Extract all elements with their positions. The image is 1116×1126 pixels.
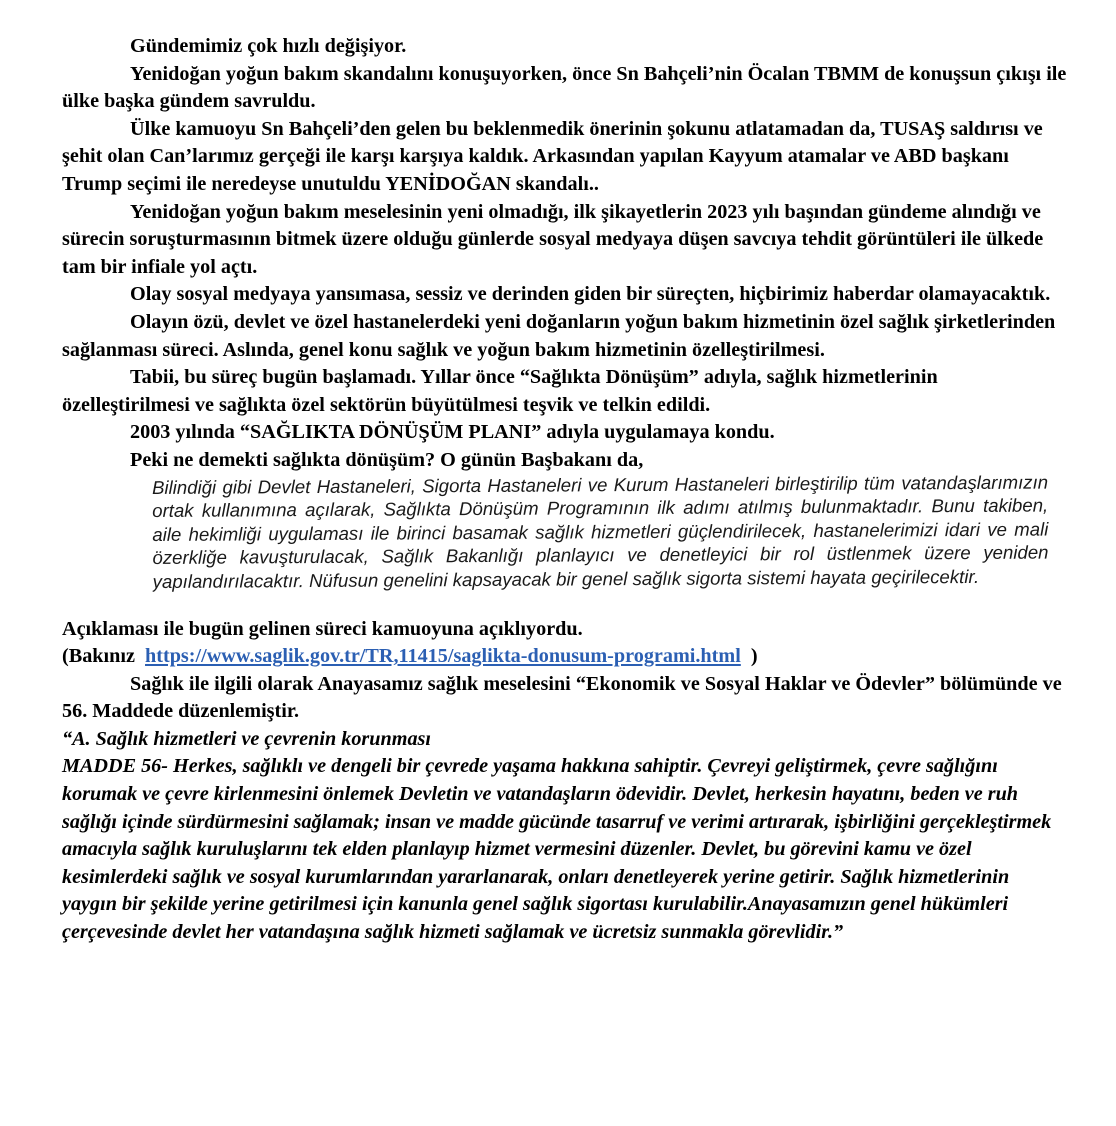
reference-link[interactable]: https://www.saglik.gov.tr/TR,11415/saglikta-donusum-programi.html: [145, 645, 741, 668]
paragraph-intensive-care: Yenidoğan yoğun bakım meselesinin yeni olmadığı, ilk şikayetlerin 2023 yılı başından gündeme alındığı ve sürecin soruşturmasının bitmek üzere olduğu günlerde sosyal medyaya düşen savcıya tehdit görüntüleri ile ülkede tam bir infiale yol açtı.: [62, 200, 1044, 278]
law-heading: “A. Sağlık hizmetleri ve çevrenin korunması: [62, 727, 432, 750]
paragraph-2003-plan: 2003 yılında “SAĞLIKTA DÖNÜŞÜM PLANI” adıyla uygulamaya kondu.: [130, 421, 775, 444]
paragraph-social-media: Olay sosyal medyaya yansımasa, sessiz ve derinden giden bir süreçten, hiçbirimiz haberdar olamayacaktık.: [130, 283, 1051, 306]
paragraph-prime-minister: Peki ne demekti sağlıkta dönüşüm? O günün Başbakanı da,: [130, 448, 644, 471]
reference-suffix: ): [750, 645, 758, 668]
reference-prefix: (Bakınız: [62, 645, 135, 668]
paragraph-public-shock: Ülke kamuoyu Sn Bahçeli’den gelen bu beklenmedik önerinin şokunu atlatamadan da, TUSAŞ saldırısı ve şehit olan Can’larımız gerçeği ile karşı karşıya kaldık. Arkasından yapılan Kayyum atamalar ve ABD başkanı Trump seçimi ile neredeyse unutuldu YENİDOĞAN skandalı..: [62, 117, 1043, 195]
paragraph-agenda: Gündemimiz çok hızlı değişiyor.: [130, 35, 407, 57]
paragraph-transformation: Tabii, bu süreç bugün başlamadı. Yıllar önce “Sağlıkta Dönüşüm” adıyla, sağlık hizmetlerinin özelleştirilmesi ve sağlıkta özel sektörün büyütülmesi teşvik ve telkin edildi.: [62, 366, 938, 416]
law-article-56: MADDE 56- Herkes, sağlıklı ve dengeli bir çevrede yaşama hakkına sahiptir. Çevreyi geliştirmek, çevre sağlığını korumak ve çevre kirlenmesini önlemek Devletin ve vatandaşların ödevidir. Devlet, herkesin hayatını, beden ve ruh sağlığı içinde sürdürmesini sağlamak; insan ve madde gücünde tasarruf ve verimi artırarak, işbirliğini gerçekleştirmek amacıyla sağlık kuruluşlarını tek elden planlayıp hizmet vermesini düzenler. Devlet, bu görevini kamu ve özel kesimlerdeki sağlık ve sosyal kurumlarından yararlanarak, onları denetleyerek yerine getirir. Sağlık hizmetlerinin yaygın bir şekilde yerine getirilmesi için kanunla genel sağlık sigortası kurulabilir.Anayasamızın genel hükümleri çerçevesinde devlet her vatandaşına sağlık hizmeti sağlamak ve ücretsiz sunmakla görevlidir.”: [62, 755, 1052, 944]
paragraph-essence: Olayın özü, devlet ve özel hastanelerdeki yeni doğanların yoğun bakım hizmetinin özel sağlık şirketlerinden sağlanması süreci. Aslında, genel konu sağlık ve yoğun bakım hizmetinin özelleştirilmesi.: [62, 310, 1056, 361]
paragraph-newborn-scandal: Yenidoğan yoğun bakım skandalını konuşuyorken, önce Sn Bahçeli’nin Öcalan TBMM de konuşsun çıkışı ile ülke başka gündem savruldu.: [62, 62, 1067, 113]
paragraph-constitution: Sağlık ile ilgili olarak Anayasamız sağlık meselesini “Ekonomik ve Sosyal Haklar ve Ödevler” bölümünde ve 56. Maddede düzenlemiştir.: [62, 672, 1062, 723]
reference-line: [62, 643, 1068, 671]
paragraph-after-quote: Açıklaması ile bugün gelinen süreci kamuoyuna açıklıyordu.: [62, 617, 583, 640]
quoted-statement: Bilindiği gibi Devlet Hastaneleri, Sigorta Hastaneleri ve Kurum Hastaneleri birleştirilip tüm vatandaşlarımızın ortak kullanımına açılarak, Sağlıkta Dönüşüm Programının ilk adımı atılmış bulunmaktadır. Bunu takiben, aile hekimliği uygulaması ile birinci basamak sağlık hizmetleri güçlendirilecek, hastanelerimizi idari ve mali özerkliğe kavuşturulacak, Sağlık Bakanlığı planlayıcı ve denetleyici bir rol üstlenmek üzere yeniden yapılandırılacaktır. Nüfusun genelini kapsayacak bir genel sağlık sigorta sistemi hayata geçirilecektir.: [152, 471, 1049, 592]
